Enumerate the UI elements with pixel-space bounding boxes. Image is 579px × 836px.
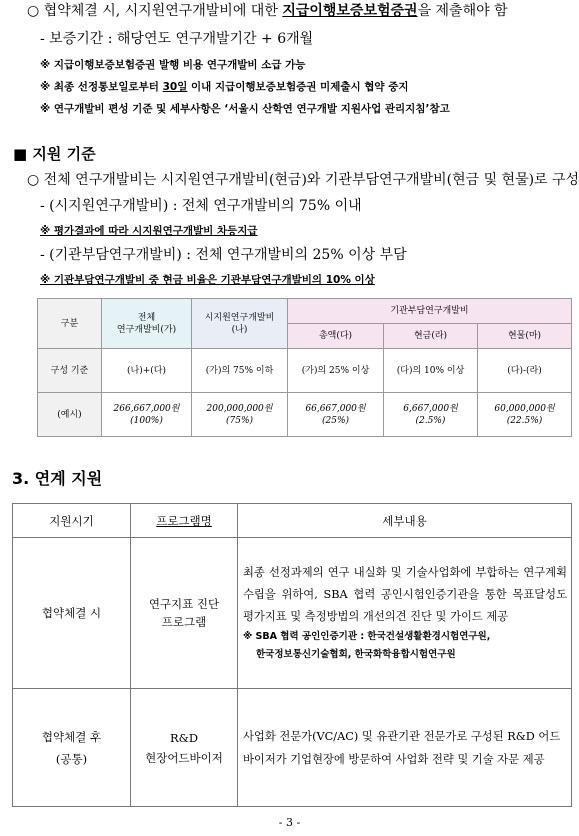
table-cell: 266,667,000원 (100%) bbox=[102, 393, 192, 437]
table-row bbox=[38, 393, 572, 437]
budget-table bbox=[37, 298, 572, 437]
linked-support-table bbox=[12, 503, 572, 807]
row-label: (예시) bbox=[38, 393, 102, 437]
header-program-name: 프로그램명 bbox=[131, 504, 238, 538]
header-sum: 총액(다) bbox=[288, 324, 384, 349]
table-cell: 60,000,000원 (22.5%) bbox=[478, 393, 572, 437]
note-guideline-reference: ※ 연구개발비 편성 기준 및 세부사항은 ‘서울시 산학연 연구개발 지원사업 관리지침’참고 bbox=[40, 103, 450, 115]
table-cell: (다)의 10% 이상 bbox=[384, 349, 478, 393]
header-city-budget: 시지원연구개발비 (나) bbox=[192, 299, 288, 349]
row-label: 구성 기준 bbox=[38, 349, 102, 393]
row1-details: 최종 선정과제의 연구 내실화 및 기술사업화에 부합하는 연구계획 수립을 위하여, SBA 협력 공인시험인증기관을 통한 목표달성도 평가지표 및 측정방법의 개선의견 진단 및 가이드 제공 ※ SBA 협력 공인인증기관 : 한국건설생활환경시험연구원, 한국정보통신기술협회, 한국화학융합시험연구원 bbox=[238, 538, 572, 689]
header-in-kind: 현물(마) bbox=[478, 324, 572, 349]
table-cell: (다)-(라) bbox=[478, 349, 572, 393]
row1-time: 협약체결 시 bbox=[13, 538, 131, 689]
table-cell: (나)+(다) bbox=[102, 349, 192, 393]
table-row bbox=[38, 349, 572, 393]
header-details: 세부내용 bbox=[238, 504, 572, 538]
page-number: - 3 - bbox=[278, 816, 301, 829]
guarantee-paragraph: ○ 협약체결 시, 시지원연구개발비에 대한 지급이행보증보험증권을 제출해야 함 bbox=[27, 3, 508, 19]
budget-composition: ○ 전체 연구개발비는 시지원연구개발비(현금)와 기관부담연구개발비(현금 및 현물)로 구성 bbox=[27, 172, 579, 188]
header-gubun: 구분 bbox=[38, 299, 102, 349]
header-institution-budget: 기관부담연구개발비 bbox=[288, 299, 572, 324]
table-cell: 6,667,000원 (2.5%) bbox=[384, 393, 478, 437]
table-cell: (가)의 25% 이상 bbox=[288, 349, 384, 393]
section-support-criteria: ■ 지원 기준 bbox=[13, 145, 96, 163]
header-total-budget: 전체 연구개발비(가) bbox=[102, 299, 192, 349]
note-retroactive-cost: ※ 지급이행보증보험증권 발행 비용 연구개발비 소급 가능 bbox=[40, 59, 306, 71]
table-cell: 66,667,000원 (25%) bbox=[288, 393, 384, 437]
table-row bbox=[13, 538, 572, 689]
header-support-time: 지원시기 bbox=[13, 504, 131, 538]
bullet-circle: ○ bbox=[27, 3, 40, 19]
table-cell: 200,000,000원 (75%) bbox=[192, 393, 288, 437]
header-cash: 현금(라) bbox=[384, 324, 478, 349]
row1-program: 연구지표 진단 프로그램 bbox=[131, 538, 238, 689]
note-differential-payment: ※ 평가결과에 따라 시지원연구개발비 차등지급 bbox=[40, 225, 258, 237]
guarantee-insurance-term: 지급이행보증보험증권 bbox=[282, 3, 418, 19]
square-bullet-icon: ■ bbox=[13, 145, 28, 163]
table-cell: (가)의 75% 이하 bbox=[192, 349, 288, 393]
row2-time: 협약체결 후 (공통) bbox=[13, 689, 131, 807]
note-submission-deadline: ※ 최종 선정통보일로부터 30일 이내 지급이행보증보험증권 미제출시 협약 중지 bbox=[40, 81, 409, 93]
city-funding-rule: - (시지원연구개발비) : 전체 연구개발비의 75% 이내 bbox=[40, 198, 362, 214]
section-linked-support: 3. 연계 지원 bbox=[12, 469, 103, 488]
institution-funding-rule: - (기관부담연구개발비) : 전체 연구개발비의 25% 이상 부담 bbox=[40, 247, 407, 263]
note-cash-ratio: ※ 기관부담연구개발비 중 현금 비율은 기관부담연구개발비의 10% 이상 bbox=[40, 274, 375, 286]
row2-program: R&D 현장어드바이저 bbox=[131, 689, 238, 807]
table-row bbox=[13, 689, 572, 807]
guarantee-period: - 보증기간 : 해당연도 연구개발기간 + 6개월 bbox=[40, 31, 314, 47]
row2-details: 사업화 전문가(VC/AC) 및 유관기관 전문가로 구성된 R&D 어드바이저가 기업현장에 방문하여 사업화 전략 및 기술 자문 제공 bbox=[238, 689, 572, 807]
sba-partner-note: ※ SBA 협력 공인인증기관 : 한국건설생활환경시험연구원, bbox=[243, 631, 491, 642]
